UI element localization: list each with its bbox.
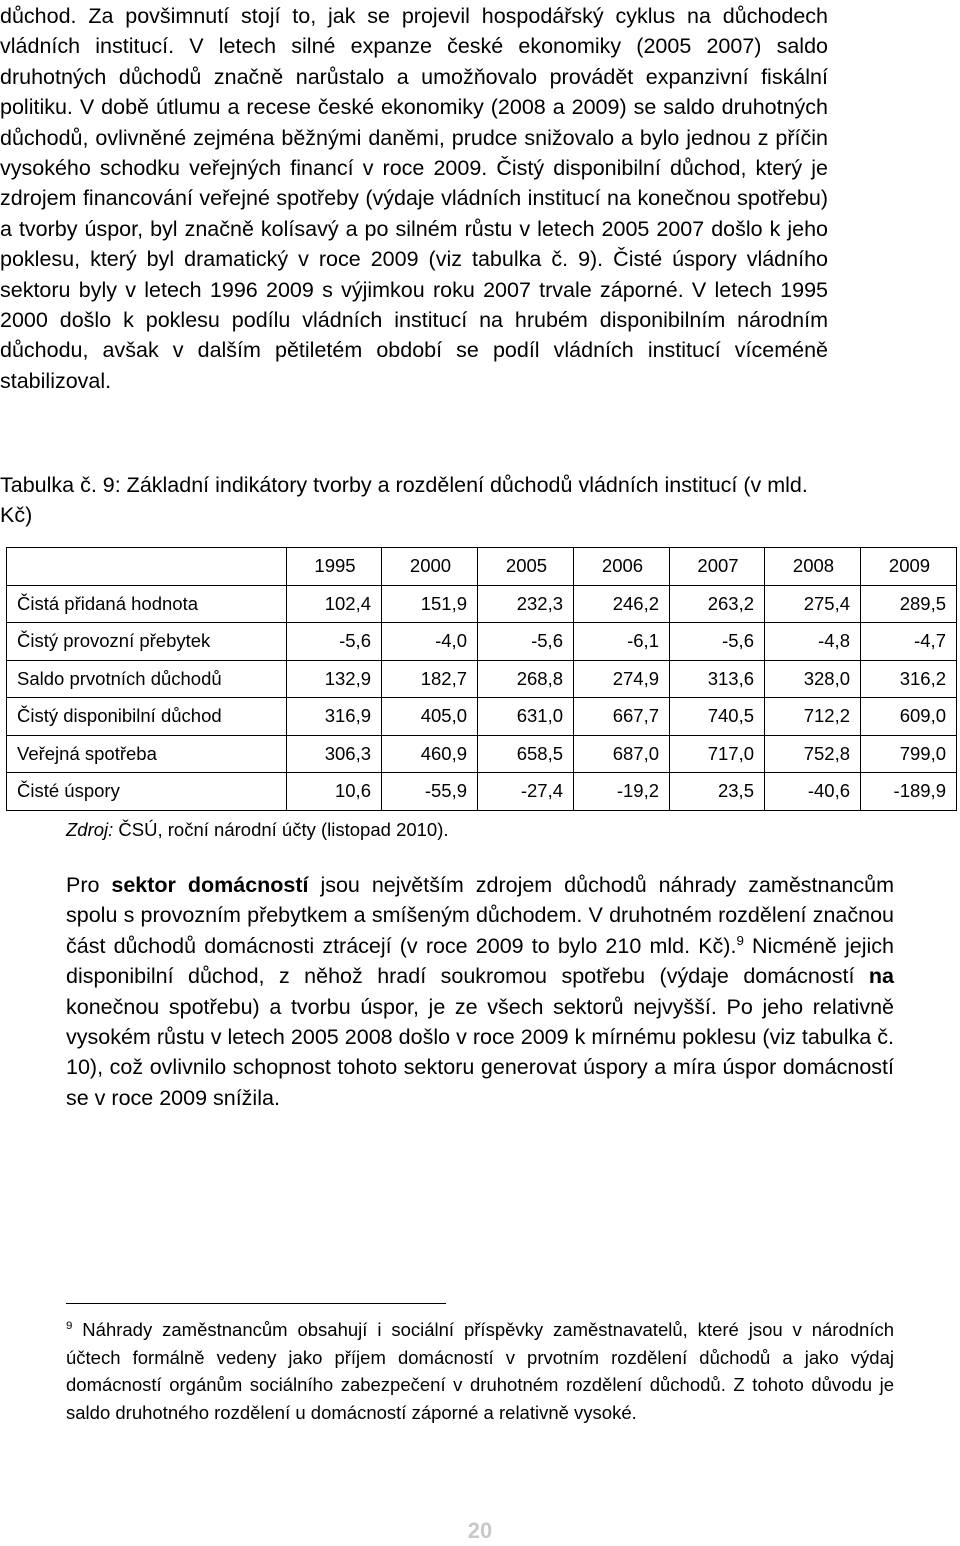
value-cell: 274,9 [574, 660, 670, 698]
footnote-separator [66, 1303, 446, 1304]
source-label: Zdroj: [66, 819, 114, 840]
value-cell: 182,7 [382, 660, 478, 698]
value-cell: 717,0 [670, 735, 765, 773]
value-cell: -40,6 [765, 773, 861, 811]
value-cell: -5,6 [670, 623, 765, 661]
value-cell: 10,6 [287, 773, 382, 811]
value-cell: 405,0 [382, 698, 478, 736]
footnote-ref-9[interactable]: 9 [736, 932, 744, 948]
paragraph-government-income: důchod. Za povšimnutí stojí to, jak se projevil hospodářský cyklus na důchodech vládních institucí. V letech silné expanze české ekonomiky (2005 2007) saldo druhotných důchodů značně narůstalo a umožňovalo provádět expanzivní fiskální politiku. V době útlumu a recese české ekonomiky (2008 a 2009) se saldo druhotných důchodů, ovlivněné zejména běžnými daněmi, prudce snižovalo a bylo jednou z příčin vysokého schodku veřejných financí v roce 2009. Čistý disponibilní důchod, který je zdrojem financování veřejné spotřeby (výdaje vládních institucí na konečnou spotřebu) a tvorby úspor, byl značně kolísavý a po silném růstu v letech 2005 2007 došlo k jeho poklesu, který byl dramatický v roce 2009 (viz tabulka č. 9). Čisté úspory vládního sektoru byly v letech 1996 2009 s výjimkou roku 2007 trvale záporné. V letech 1995 2000 došlo k poklesu podílu vládních institucí na hrubém disponibilním národním důchodu, avšak v dalším pětiletém období se podíl vládních institucí víceméně stabilizoval. [0, 4, 828, 393]
footnote-number: 9 [66, 1319, 73, 1332]
table-row [7, 698, 957, 736]
footnote-text: Náhrady zaměstnancům obsahují i sociální příspěvky zaměstnavatelů, které jsou v národních účtech formálně vedeny jako příjem domácností v prvotním rozdělení důchodů a jako výdaj domácností orgánům sociálního zabezpečení v druhotném rozdělení důchodů. Z tohoto důvodu je saldo druhotného rozdělení u domácností záporné a relativně vysoké. [66, 1319, 894, 1423]
value-cell: 306,3 [287, 735, 382, 773]
row-label: Čistá přidaná hodnota [7, 585, 287, 623]
value-cell: 268,8 [478, 660, 574, 698]
table-header-row [7, 548, 957, 586]
value-cell: 799,0 [861, 735, 957, 773]
table-row [7, 660, 957, 698]
value-cell: -27,4 [478, 773, 574, 811]
value-cell: 263,2 [670, 585, 765, 623]
table-corner-cell [7, 548, 287, 586]
p2-text-4: konečnou spotřebu) a tvorbu úspor, je ze všech sektorů nejvyšší. Po jeho relativně vysokém růstu v letech 2005 2008 došlo v roce 2009 k mírnému poklesu (viz tabulka č. 10), což ovlivnilo schopnost tohoto sektoru generovat úspory a míra úspor domácností se v roce 2009 snížila. [66, 994, 894, 1110]
value-cell: -5,6 [287, 623, 382, 661]
table-row [7, 623, 957, 661]
value-cell: 667,7 [574, 698, 670, 736]
row-label: Veřejná spotřeba [7, 735, 287, 773]
value-cell: -189,9 [861, 773, 957, 811]
year-header: 2007 [670, 548, 765, 586]
p2-text-3: Nicméně jejich disponibilní důchod, z něhož hradí soukromou spotřebu (výdaje domácností [66, 933, 894, 989]
value-cell: -4,8 [765, 623, 861, 661]
value-cell: 740,5 [670, 698, 765, 736]
value-cell: 316,9 [287, 698, 382, 736]
page-number: 20 [467, 1518, 493, 1543]
row-label: Čistý provozní přebytek [7, 623, 287, 661]
value-cell: 289,5 [861, 585, 957, 623]
value-cell: 132,9 [287, 660, 382, 698]
value-cell: -4,7 [861, 623, 957, 661]
table-row [7, 585, 957, 623]
row-label: Čistý disponibilní důchod [7, 698, 287, 736]
value-cell: 328,0 [765, 660, 861, 698]
p2-text-2: jsou největším zdrojem důchodů náhrady zaměstnancům spolu s provozním přebytkem a smíšeným důchodem. V druhotném rozdělení značnou část důchodů domácnosti ztrácejí (v roce 2009 to bylo 210 mld. Kč). [66, 873, 894, 958]
row-label: Čisté úspory [7, 773, 287, 811]
year-header: 2008 [765, 548, 861, 586]
value-cell: -19,2 [574, 773, 670, 811]
value-cell: 460,9 [382, 735, 478, 773]
paragraph-households [66, 870, 894, 1113]
footnote-9 [66, 1316, 894, 1426]
table-caption: Tabulka č. 9: Základní indikátory tvorby a rozdělení důchodů vládních institucí (v mld. Kč) [0, 473, 808, 527]
value-cell: 658,5 [478, 735, 574, 773]
table-row [7, 773, 957, 811]
value-cell: -55,9 [382, 773, 478, 811]
year-header: 2006 [574, 548, 670, 586]
p2-text-1: Pro [66, 873, 112, 897]
row-label: Saldo prvotních důchodů [7, 660, 287, 698]
value-cell: -5,6 [478, 623, 574, 661]
year-header: 1995 [287, 548, 382, 586]
table-row [7, 735, 957, 773]
value-cell: 246,2 [574, 585, 670, 623]
value-cell: 151,9 [382, 585, 478, 623]
p2-bold-sector: sektor domácností [111, 873, 309, 897]
value-cell: 102,4 [287, 585, 382, 623]
value-cell: -6,1 [574, 623, 670, 661]
value-cell: 631,0 [478, 698, 574, 736]
value-cell: 609,0 [861, 698, 957, 736]
value-cell: 752,8 [765, 735, 861, 773]
table-source [66, 818, 449, 842]
year-header: 2000 [382, 548, 478, 586]
value-cell: -4,0 [382, 623, 478, 661]
source-text: ČSÚ, roční národní účty (listopad 2010). [113, 819, 449, 840]
value-cell: 232,3 [478, 585, 574, 623]
value-cell: 316,2 [861, 660, 957, 698]
year-header: 2009 [861, 548, 957, 586]
p2-bold-na: na [868, 964, 894, 989]
value-cell: 23,5 [670, 773, 765, 811]
value-cell: 687,0 [574, 735, 670, 773]
indicators-table [6, 547, 957, 811]
value-cell: 712,2 [765, 698, 861, 736]
year-header: 2005 [478, 548, 574, 586]
value-cell: 275,4 [765, 585, 861, 623]
value-cell: 313,6 [670, 660, 765, 698]
